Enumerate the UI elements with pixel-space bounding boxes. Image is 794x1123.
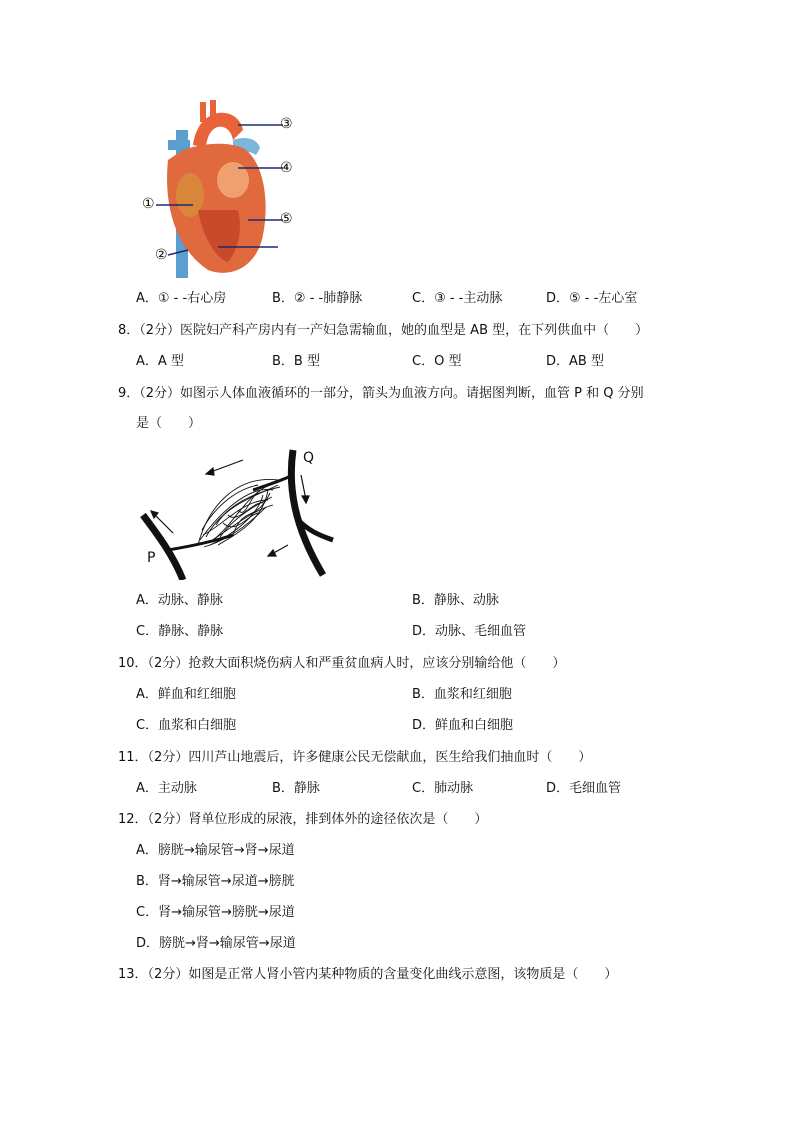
q10-option-c[interactable]: C．血浆和白细胞 xyxy=(136,718,237,733)
q11-option-b[interactable]: B．静脉 xyxy=(272,781,320,796)
q8-stem: 8．（2分）医院妇产科产房内有一产妇急需输血，她的血型是 AB 型，在下列供血中（ ） xyxy=(118,323,649,338)
q10-stem: 10．（2分）抢救大面积烧伤病人和严重贫血病人时，应该分别输给他（ ） xyxy=(118,656,566,671)
q10-option-d[interactable]: D．鲜血和白细胞 xyxy=(412,718,514,733)
q12-stem: 12．（2分）肾单位形成的尿液，排到体外的途径依次是（ ） xyxy=(118,812,488,827)
vessel-p-label: P xyxy=(147,550,156,566)
q9-stem-line2: 是（ ） xyxy=(136,416,202,431)
q9-option-c[interactable]: C．静脉、静脉 xyxy=(136,624,224,639)
heart-label-3: ③ xyxy=(280,116,293,132)
q9-option-a[interactable]: A．动脉、静脉 xyxy=(136,593,223,608)
q8-option-b[interactable]: B．B 型 xyxy=(272,354,320,369)
q9-stem-line1: 9．（2分）如图示人体血液循环的一部分，箭头为血液方向。请据图判断，血管 P 和 Q 分别 xyxy=(118,386,644,401)
q12-option-c[interactable]: C．肾→输尿管→膀胱→尿道 xyxy=(136,905,295,920)
heart-label-2: ② xyxy=(155,247,168,263)
vessel-q xyxy=(291,450,323,575)
q11-option-a[interactable]: A．主动脉 xyxy=(136,781,197,796)
q9-option-b[interactable]: B．静脉、动脉 xyxy=(412,593,499,608)
heart-label-4: ④ xyxy=(280,160,293,176)
q8-option-a[interactable]: A．A 型 xyxy=(136,354,184,369)
q11-option-c[interactable]: C．肺动脉 xyxy=(412,781,474,796)
q12-option-a[interactable]: A．膀胱→输尿管→肾→尿道 xyxy=(136,843,295,858)
q10-option-b[interactable]: B．血浆和红细胞 xyxy=(412,687,512,702)
vessel-q-label: Q xyxy=(303,450,315,466)
q9-option-d[interactable]: D．动脉、毛细血管 xyxy=(412,624,527,639)
q8-option-d[interactable]: D．AB 型 xyxy=(546,354,604,369)
q8-option-c[interactable]: C．O 型 xyxy=(412,354,462,369)
q11-stem: 11．（2分）四川芦山地震后，许多健康公民无偿献血，医生给我们抽血时（ ） xyxy=(118,750,592,765)
capillary-network xyxy=(198,479,280,547)
q12-option-b[interactable]: B．肾→输尿管→尿道→膀胱 xyxy=(136,874,295,889)
q7-option-d[interactable]: D．⑤ - -左心室 xyxy=(546,291,638,306)
q11-option-d[interactable]: D．毛细血管 xyxy=(546,781,622,796)
heart-label-1: ① xyxy=(142,196,155,212)
heart-label-5: ⑤ xyxy=(280,211,293,227)
q7-option-c[interactable]: C．③ - -主动脉 xyxy=(412,291,503,306)
q7-option-a[interactable]: A．① - -右心房 xyxy=(136,291,227,306)
q7-option-b[interactable]: B．② - -肺静脉 xyxy=(272,291,363,306)
q13-stem: 13．（2分）如图是正常人肾小管内某种物质的含量变化曲线示意图，该物质是（ ） xyxy=(118,967,618,982)
q12-option-d[interactable]: D．膀胱→肾→输尿管→尿道 xyxy=(136,936,296,951)
q10-option-a[interactable]: A．鲜血和红细胞 xyxy=(136,687,236,702)
